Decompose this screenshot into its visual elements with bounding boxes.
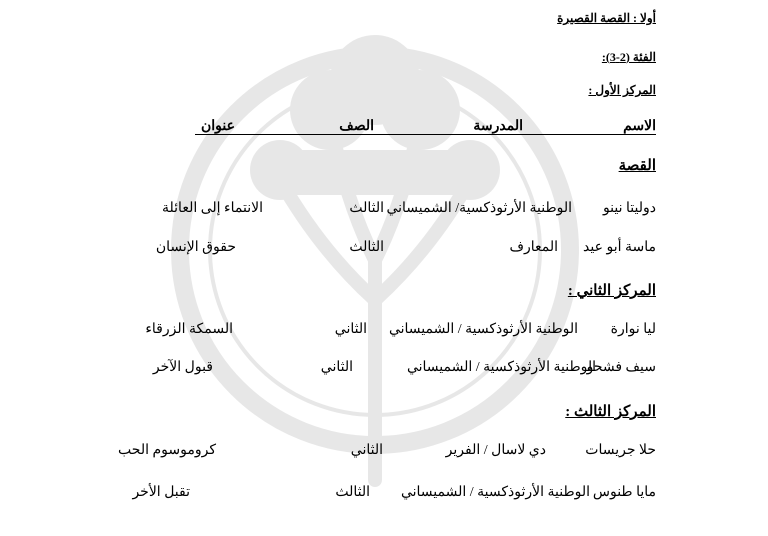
third-row-2-grade: الثالث xyxy=(335,485,370,500)
header-underline xyxy=(195,134,656,135)
third-row-1-title: كروموسوم الحب xyxy=(118,443,216,458)
second-row-1-name: ليا نوارة xyxy=(610,322,656,337)
second-row-2-name: سيف فشحو xyxy=(586,360,656,375)
third-row-1-name: حلا جريسات xyxy=(585,443,656,458)
first-place-heading: المركز الأول : xyxy=(588,83,656,97)
first-row-1-grade: الثالث xyxy=(349,201,384,216)
third-row-1-grade: الثاني xyxy=(350,443,383,458)
section-title: أولا : القصة القصيرة xyxy=(557,11,656,25)
first-row-2-grade: الثالث xyxy=(349,240,384,255)
second-row-2-title: قبول الآخر xyxy=(152,360,213,375)
third-row-2-title: تقبل الأخر xyxy=(132,485,190,500)
first-row-2-title: حقوق الإنسان xyxy=(155,240,236,255)
second-row-1-title: السمكة الزرقاء xyxy=(145,322,233,337)
second-row-1-school: الوطنية الأرثوذكسية / الشميساني xyxy=(388,322,578,337)
third-row-2-school: الوطنية الأرثوذكسية / الشميساني xyxy=(400,485,590,500)
third-place-heading: المركز الثالث : xyxy=(565,404,656,420)
third-row-2-name: مايا طنوس xyxy=(592,485,656,500)
category-label: الفئة (2-3): xyxy=(601,50,656,64)
column-header-school: المدرسة xyxy=(473,119,523,134)
second-row-2-school: الوطنية الأرثوذكسية / الشميساني xyxy=(406,360,596,375)
first-row-2-school: المعارف xyxy=(509,240,558,255)
second-row-2-grade: الثاني xyxy=(320,360,353,375)
third-row-1-school: دي لاسال / الفرير xyxy=(445,443,546,458)
story-heading: القصة xyxy=(618,158,656,174)
second-place-heading: المركز الثاني : xyxy=(567,283,656,299)
first-row-1-school: الوطنية الأرثوذكسية/ الشميساني xyxy=(386,201,572,216)
first-row-1-name: دوليتا نينو xyxy=(602,201,656,216)
column-header-name: الاسم xyxy=(623,119,656,134)
first-row-1-title: الانتماء إلى العائلة xyxy=(162,201,263,216)
second-row-1-grade: الثاني xyxy=(334,322,367,337)
column-header-grade: الصف xyxy=(339,119,374,134)
first-row-2-name: ماسة أبو عيد xyxy=(583,240,656,255)
column-header-title: عنوان xyxy=(201,119,235,134)
